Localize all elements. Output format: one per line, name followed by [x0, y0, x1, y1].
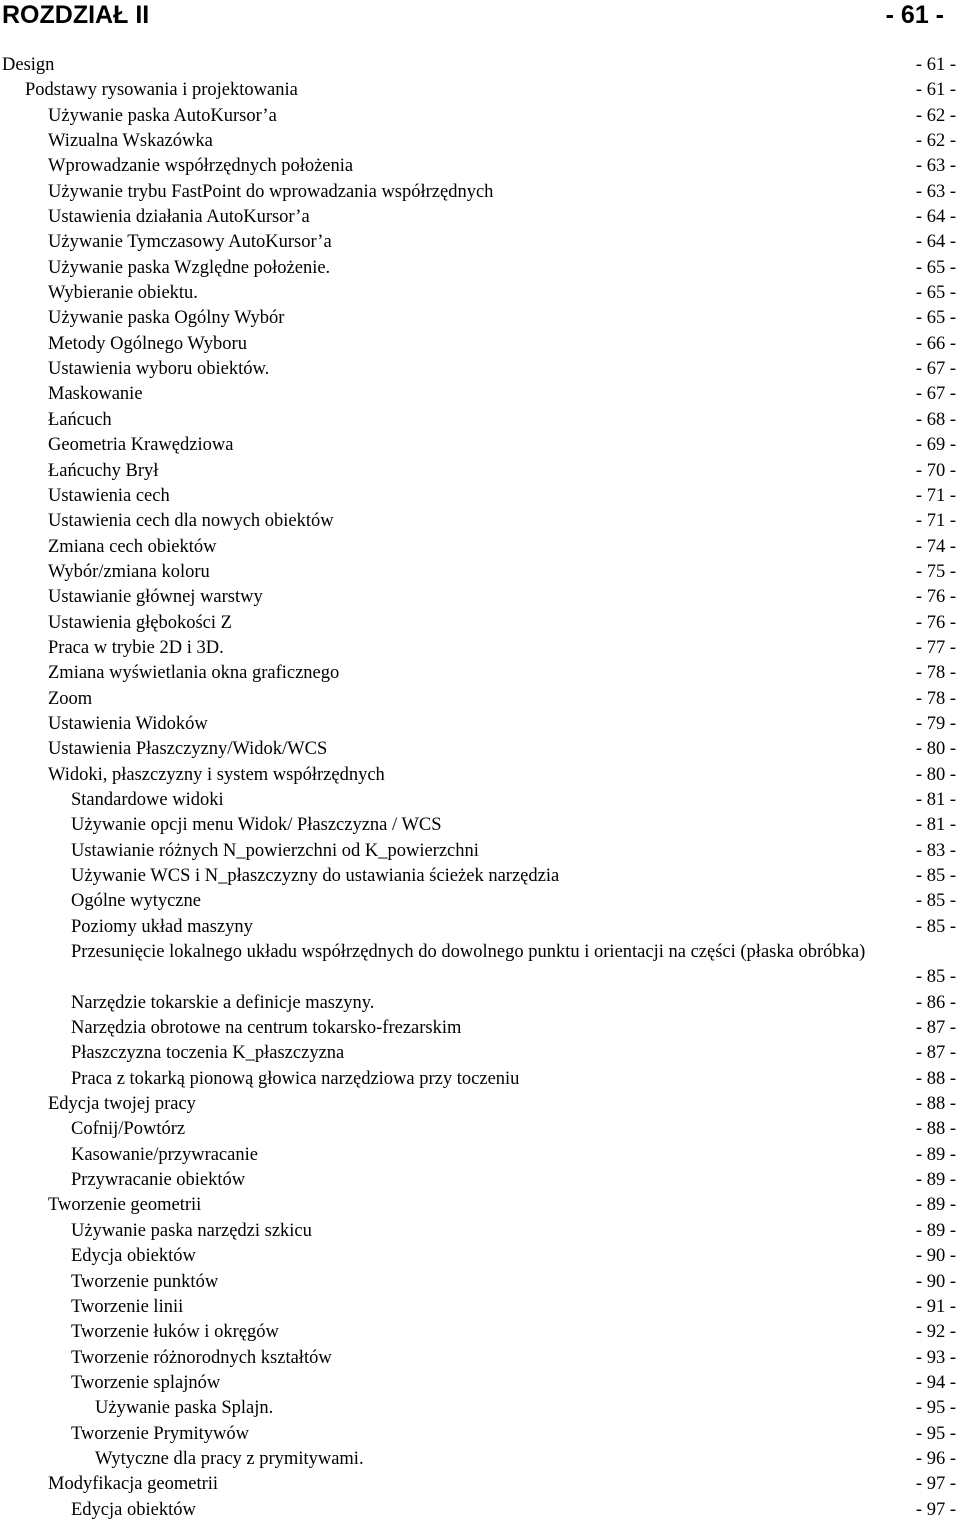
toc-entry[interactable] — [0, 230, 960, 255]
toc-entry-title: Geometria Krawędziowa — [48, 435, 234, 456]
toc-entry[interactable] — [0, 611, 960, 636]
toc-entry-page: - 80 - — [915, 764, 956, 785]
toc-entry-title: Ustawienia cech dla nowych obiektów — [48, 511, 334, 532]
toc-entry-page: - 62 - — [915, 131, 956, 152]
toc-entry-title: Używanie paska Splajn. — [95, 1398, 274, 1419]
toc-entry[interactable] — [0, 712, 960, 737]
toc-entry-title: Narzędzia obrotowe na centrum tokarsko-frezarskim — [71, 1018, 462, 1039]
toc-entry[interactable] — [0, 1117, 960, 1142]
toc-entry-title: Ustawienia Płaszczyzny/Widok/WCS — [48, 739, 328, 760]
toc-entry[interactable] — [0, 1041, 960, 1066]
toc-entry-page: - 71 - — [915, 485, 956, 506]
toc-entry[interactable] — [0, 560, 960, 585]
toc-entry-title: Używanie paska narzędzi szkicu — [71, 1220, 312, 1241]
toc-entry-title: Wprowadzanie współrzędnych położenia — [48, 156, 354, 177]
toc-entry-page: - 78 - — [915, 688, 956, 709]
toc-entry-title: Używanie Tymczasowy AutoKursor’a — [48, 232, 332, 253]
toc-entry-page: - 95 - — [915, 1423, 956, 1444]
toc-entry-title: Tworzenie punktów — [71, 1271, 219, 1292]
toc-entry-page: - 63 - — [915, 181, 956, 202]
chapter-title: ROZDZIAŁ II — [2, 1, 150, 29]
toc-entry-page: - 70 - — [915, 460, 956, 481]
toc-entry-page: - 74 - — [915, 536, 956, 557]
toc-entry-page: - 96 - — [915, 1448, 956, 1469]
toc-entry-title: Przesunięcie lokalnego układu współrzędnych do dowolnego punktu i orientacji na części (płaska obróbka) — [71, 942, 866, 963]
toc-entry-title: Używanie paska Względne położenie. — [48, 257, 331, 278]
header-page-number: - 61 - — [885, 1, 944, 29]
toc-entry-title: Łańcuchy Brył — [48, 460, 159, 481]
toc-entry-page: - 90 - — [915, 1271, 956, 1292]
toc-entry-page: - 69 - — [915, 435, 956, 456]
toc-entry-page: - 86 - — [915, 992, 956, 1013]
toc-entry-page: - 95 - — [915, 1398, 956, 1419]
toc-entry[interactable] — [0, 1193, 960, 1218]
toc-entry-title: Zmiana cech obiektów — [48, 536, 217, 557]
toc-entry-title: Ustawianie różnych N_powierzchni od K_powierzchni — [71, 840, 479, 861]
toc-entry[interactable] — [0, 788, 960, 813]
toc-entry[interactable] — [0, 1371, 960, 1396]
toc-entry[interactable] — [0, 1143, 960, 1168]
toc-entry-title: Ustawienia cech — [48, 485, 170, 506]
toc-entry[interactable] — [0, 104, 960, 129]
toc-entry-title: Zoom — [48, 688, 93, 709]
toc-entry[interactable] — [0, 205, 960, 230]
toc-entry-page: - 87 - — [915, 1043, 956, 1064]
toc-entry-page: - 97 - — [915, 1499, 956, 1520]
toc-entry[interactable] — [0, 1219, 960, 1244]
toc-entry-page: - 81 - — [915, 789, 956, 810]
toc-entry-title: Wizualna Wskazówka — [48, 131, 213, 152]
toc-entry-title: Standardowe widoki — [71, 789, 224, 810]
toc-entry[interactable] — [0, 509, 960, 534]
toc-entry-title: Używanie paska AutoKursor’a — [48, 105, 277, 126]
toc-entry-page: - 88 - — [915, 1119, 956, 1140]
toc-entry-page: - 85 - — [915, 967, 956, 988]
toc-entry-title: Ogólne wytyczne — [71, 891, 201, 912]
toc-entry-title: Używanie opcji menu Widok/ Płaszczyzna / WCS — [71, 815, 442, 836]
toc-entry-title: Tworzenie różnorodnych kształtów — [71, 1347, 332, 1368]
toc-entry-page: - 87 - — [915, 1018, 956, 1039]
toc-entry[interactable] — [0, 1320, 960, 1345]
toc-entry-title: Używanie WCS i N_płaszczyzny do ustawiania ścieżek narzędzia — [71, 866, 560, 886]
toc-entry-page: - 64 - — [915, 232, 956, 253]
toc-entry-title: Płaszczyzna toczenia K_płaszczyzna — [71, 1043, 345, 1064]
toc-entry-title: Metody Ogólnego Wyboru — [48, 333, 247, 354]
toc-entry-title: Edycja obiektów — [71, 1499, 196, 1520]
toc-entry-title: Tworzenie splajnów — [71, 1372, 221, 1393]
toc-entry[interactable] — [0, 408, 960, 433]
toc-entry[interactable] — [0, 1244, 960, 1269]
toc-entry-title: Tworzenie geometrii — [48, 1195, 202, 1216]
toc-entry[interactable] — [0, 661, 960, 686]
toc-entry[interactable] — [0, 889, 960, 914]
toc-entry[interactable] — [0, 839, 960, 864]
toc-entry-title: Ustawienia Widoków — [48, 713, 208, 734]
toc-entry-page: - 93 - — [915, 1347, 956, 1368]
toc-entry-title: Ustawienia głębokości Z — [48, 612, 232, 633]
toc-entry[interactable] — [0, 1472, 960, 1497]
toc-entry-page: - 81 - — [915, 815, 956, 836]
toc-entry-title: Narzędzie tokarskie a definicje maszyny. — [71, 992, 375, 1013]
toc-entry[interactable] — [0, 1422, 960, 1447]
toc-entry[interactable] — [0, 991, 960, 1016]
toc-entry-title: Tworzenie łuków i okręgów — [71, 1322, 279, 1343]
toc-entry-title: Widoki, płaszczyzny i system współrzędnych — [48, 764, 385, 785]
toc-entry-title: Przywracanie obiektów — [71, 1170, 246, 1191]
toc-entry-page: - 88 - — [915, 1068, 956, 1089]
toc-entry-title: Ustawienia wyboru obiektów. — [48, 359, 270, 380]
toc-entry[interactable] — [0, 1346, 960, 1371]
toc-entry[interactable] — [0, 180, 960, 205]
toc-entry-page: - 89 - — [915, 1220, 956, 1241]
toc-entry[interactable] — [0, 332, 960, 357]
toc-entry-title: Ustawienia działania AutoKursor’a — [48, 207, 310, 228]
toc-entry[interactable] — [0, 459, 960, 484]
toc-entry-page: - 94 - — [915, 1372, 956, 1393]
toc-entry-title: Cofnij/Powtórz — [71, 1119, 186, 1140]
toc-entry[interactable] — [0, 306, 960, 331]
toc-entry-page: - 61 - — [915, 80, 956, 101]
toc-entry-title: Używanie trybu FastPoint do wprowadzania współrzędnych — [48, 181, 494, 202]
toc-entry-page: - 63 - — [915, 156, 956, 177]
toc-entry-page: - 91 - — [915, 1296, 956, 1317]
toc-entry[interactable] — [0, 585, 960, 610]
toc-entry[interactable] — [0, 78, 960, 103]
toc-entry[interactable] — [0, 53, 960, 78]
toc-entry-title: Wybieranie obiektu. — [48, 283, 198, 304]
toc-entry-page: - 85 - — [915, 866, 956, 886]
toc-entry[interactable] — [0, 940, 960, 991]
toc-entry-title: Praca z tokarką pionową głowica narzędziowa przy toczeniu — [71, 1068, 520, 1089]
toc-entry-page: - 89 - — [915, 1195, 956, 1216]
toc-entry[interactable] — [0, 864, 960, 889]
toc-entry[interactable] — [0, 535, 960, 560]
toc-entry[interactable] — [0, 1447, 960, 1472]
toc-entry[interactable] — [0, 154, 960, 179]
toc-entry-title: Poziomy układ maszyny — [71, 916, 253, 937]
toc-entry-page: - 75 - — [915, 561, 956, 582]
toc-entry-page: - 92 - — [915, 1322, 956, 1343]
toc-entry[interactable] — [0, 1067, 960, 1092]
toc-entry[interactable] — [0, 687, 960, 712]
toc-entry-title: Edycja obiektów — [71, 1246, 196, 1267]
toc-entry-title: Praca w trybie 2D i 3D. — [48, 637, 224, 658]
table-of-contents — [0, 53, 960, 1523]
toc-entry-page: - 67 - — [915, 359, 956, 380]
toc-entry[interactable] — [0, 1168, 960, 1193]
toc-entry-title: Podstawy rysowania i projektowania — [25, 80, 298, 101]
toc-entry-page: - 77 - — [915, 637, 956, 658]
toc-entry-page: - 68 - — [915, 409, 956, 430]
toc-entry-page: - 62 - — [915, 105, 956, 126]
toc-entry-page: - 65 - — [915, 283, 956, 304]
toc-entry[interactable] — [0, 382, 960, 407]
toc-entry[interactable] — [0, 1295, 960, 1320]
toc-entry[interactable] — [0, 763, 960, 788]
toc-entry[interactable] — [0, 636, 960, 661]
toc-entry-title: Edycja twojej pracy — [48, 1094, 196, 1115]
toc-entry-title: Tworzenie linii — [71, 1296, 184, 1317]
toc-entry-title: Maskowanie — [48, 384, 143, 405]
toc-entry[interactable] — [0, 1396, 960, 1421]
toc-entry-page: - 78 - — [915, 663, 956, 684]
toc-entry-page: - 83 - — [915, 840, 956, 861]
toc-entry-title: Tworzenie Prymitywów — [71, 1423, 250, 1444]
toc-entry[interactable] — [0, 1092, 960, 1117]
toc-entry-page: - 67 - — [915, 384, 956, 405]
toc-entry-page: - 79 - — [915, 713, 956, 734]
toc-entry-page: - 61 - — [915, 55, 956, 75]
toc-entry[interactable] — [0, 1498, 960, 1523]
toc-entry[interactable] — [0, 1016, 960, 1041]
toc-entry-page: - 88 - — [915, 1094, 956, 1115]
toc-entry[interactable] — [0, 357, 960, 382]
toc-entry-page: - 66 - — [915, 333, 956, 354]
toc-entry-page: - 80 - — [915, 739, 956, 760]
toc-entry[interactable] — [0, 256, 960, 281]
toc-entry-title: Design — [2, 55, 55, 75]
toc-entry[interactable] — [0, 281, 960, 306]
toc-entry[interactable] — [0, 915, 960, 940]
toc-entry-page: - 64 - — [915, 207, 956, 228]
toc-entry[interactable] — [0, 433, 960, 458]
toc-entry-page: - 76 - — [915, 587, 956, 608]
toc-entry-title: Używanie paska Ogólny Wybór — [48, 308, 285, 329]
toc-entry-title: Kasowanie/przywracanie — [71, 1144, 258, 1165]
toc-entry-page: - 89 - — [915, 1170, 956, 1191]
toc-entry-page: - 90 - — [915, 1246, 956, 1267]
toc-entry[interactable] — [0, 129, 960, 154]
toc-entry[interactable] — [0, 813, 960, 838]
toc-entry-page: - 85 - — [915, 891, 956, 912]
toc-entry-title: Wytyczne dla pracy z prymitywami. — [95, 1448, 364, 1469]
toc-entry-page: - 97 - — [915, 1474, 956, 1495]
toc-entry-page: - 65 - — [915, 257, 956, 278]
chapter-header — [0, 0, 960, 36]
toc-entry-page: - 85 - — [915, 916, 956, 937]
toc-entry-page: - 76 - — [915, 612, 956, 633]
toc-entry[interactable] — [0, 737, 960, 762]
toc-entry-page: - 71 - — [915, 511, 956, 532]
toc-entry-title: Wybór/zmiana koloru — [48, 561, 210, 582]
toc-entry-title: Łańcuch — [48, 409, 112, 430]
toc-entry-page: - 65 - — [915, 308, 956, 329]
toc-entry[interactable] — [0, 1270, 960, 1295]
toc-entry-title: Ustawianie głównej warstwy — [48, 587, 263, 608]
toc-entry-title: Modyfikacja geometrii — [48, 1474, 219, 1495]
toc-entry-page: - 89 - — [915, 1144, 956, 1165]
toc-entry[interactable] — [0, 484, 960, 509]
toc-entry-title: Zmiana wyświetlania okna graficznego — [48, 663, 340, 684]
